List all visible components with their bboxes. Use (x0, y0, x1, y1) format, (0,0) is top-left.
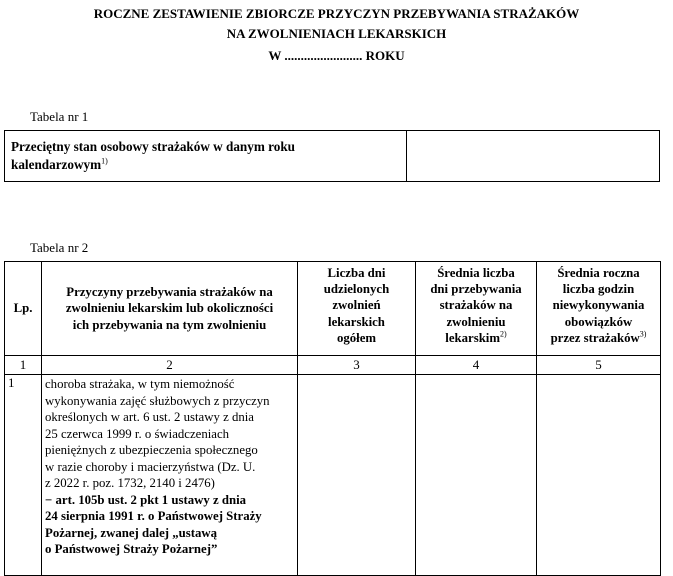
header-causes-line: Przyczyny przebywania strażaków na (66, 285, 273, 300)
cause-line: pieniężnych z ubezpieczenia społecznego (45, 443, 258, 457)
header-average-hours-line: przez strażaków (550, 330, 640, 345)
column-number: 5 (537, 356, 661, 375)
document-title-line-2: NA ZWOLNIENIACH LEKARSKICH (226, 26, 447, 41)
cause-line: z 2022 r. poz. 1732, 2140 i 2476) (45, 476, 215, 490)
cause-line: w razie choroby i macierzyństwa (Dz. U. (45, 459, 256, 474)
cause-line: określonych w art. 6 ust. 2 ustawy z dnia (45, 410, 254, 424)
row-total-days-cell[interactable] (298, 375, 416, 576)
table2-column-number-row (5, 356, 661, 375)
header-causes (42, 262, 298, 356)
header-total-days-line: udzielonych (323, 282, 390, 297)
header-causes-line: ich przebywania na tym zwolnieniu (72, 317, 267, 332)
document-title-year-line: W ........................ ROKU (268, 48, 405, 63)
table2-caption: Tabela nr 2 (30, 240, 89, 255)
legal-basis-line: Pożarnej, zwanej dalej „ustawą (45, 525, 218, 540)
header-average-days-line: lekarskim (445, 330, 501, 345)
header-average-hours-line: Średnia roczna (557, 266, 640, 280)
header-lp: Lp. (5, 262, 42, 356)
header-total-days (298, 262, 416, 356)
cause-line: choroba strażaka, w tym niemożność (45, 377, 235, 391)
table2 (4, 261, 661, 576)
header-average-hours-line: liczba godzin (562, 282, 635, 297)
header-total-days-line: lekarskich (328, 314, 385, 329)
header-average-days-line: zwolnieniu (446, 314, 506, 329)
legal-basis-line: o Państwowej Straży Pożarnej” (45, 542, 218, 556)
footnote-1-marker: 1) (101, 156, 108, 166)
table1 (4, 130, 660, 182)
table1-value-cell[interactable] (407, 131, 659, 181)
table2-header-row (5, 262, 661, 356)
table1-caption: Tabela nr 1 (30, 109, 89, 124)
header-total-days-line: zwolnień (332, 298, 381, 313)
footnote-3-marker: 3) (639, 329, 647, 339)
table1-row-label-line1: Przeciętny stan osobowy strażaków w danym roku (11, 139, 296, 154)
column-number: 2 (42, 356, 298, 375)
row-average-days-cell[interactable] (416, 375, 537, 576)
header-total-days-line: ogółem (336, 330, 377, 345)
table-row (5, 375, 661, 576)
cause-line: 25 czerwca 1999 r. o świadczeniach (45, 426, 230, 441)
document-title-line-1: ROCZNE ZESTAWIENIE ZBIORCZE PRZYCZYN PRZEBYWANIA STRAŻAKÓW (93, 6, 580, 21)
column-number: 4 (416, 356, 537, 375)
column-number: 1 (5, 356, 42, 375)
table1-row-label-line2: kalendarzowym (11, 157, 102, 172)
row-cause-cell (42, 375, 298, 576)
cause-line: wykonywania zajęć służbowych z przyczyn (45, 393, 270, 408)
footnote-2-marker: 2) (500, 329, 507, 339)
column-number: 3 (298, 356, 416, 375)
row-average-hours-cell[interactable] (537, 375, 661, 576)
table1-row-label (5, 131, 407, 181)
header-causes-line: zwolnieniu lekarskim lub okoliczności (65, 301, 274, 316)
header-average-hours (537, 262, 661, 356)
header-average-days (416, 262, 537, 356)
header-average-hours-line: niewykonywania (552, 298, 645, 313)
row-cause-text (42, 375, 297, 558)
row-lp: 1 (5, 375, 42, 576)
legal-basis-line: 24 sierpnia 1991 r. o Państwowej Straży (45, 509, 262, 523)
header-average-days-line: dni przebywania (430, 282, 522, 297)
legal-basis-line: − art. 105b ust. 2 pkt 1 ustawy z dnia (45, 492, 247, 507)
header-total-days-line: Liczba dni (327, 266, 386, 280)
header-average-days-line: Średnia liczba (437, 266, 515, 280)
header-average-days-line: strażaków na (439, 298, 513, 313)
header-average-hours-line: obowiązków (564, 314, 633, 329)
